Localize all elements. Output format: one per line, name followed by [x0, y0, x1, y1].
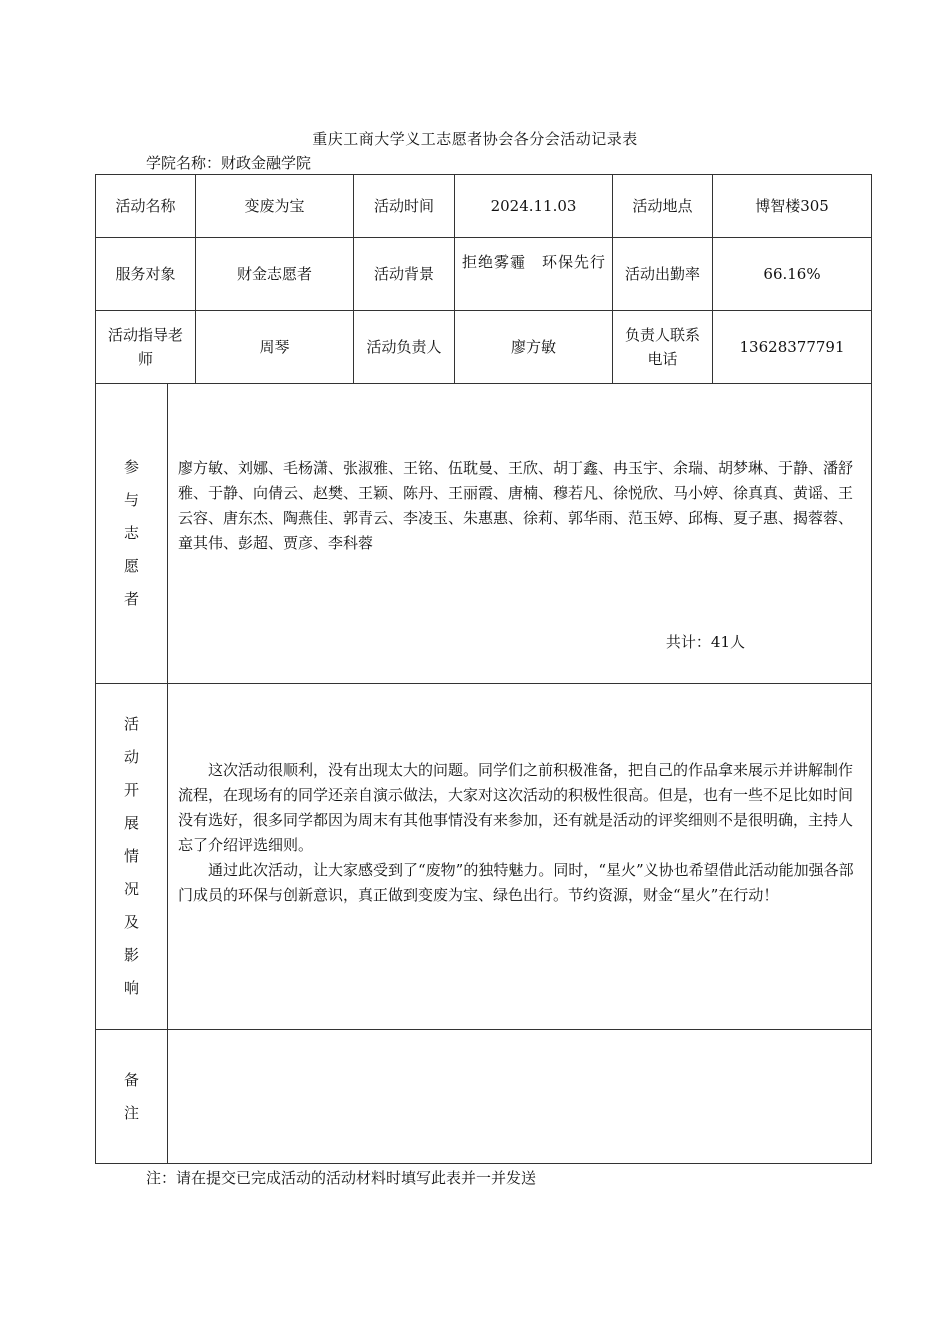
teacher-value: 周琴 [196, 311, 354, 384]
phone-label: 负责人联系电话 [613, 311, 713, 384]
background-label: 活动背景 [354, 238, 455, 311]
remarks-cell [168, 1030, 872, 1164]
table-row [96, 384, 872, 684]
impact-paragraph-2: 通过此次活动，让大家感受到了“废物”的独特魅力。同时，“星火”义协也希望借此活动能加强各部门成员的环保与创新意识，真正做到变废为宝、绿色出行。节约资源，财金“星火”在行动！ [178, 861, 854, 904]
table-row [96, 238, 872, 311]
phone-value: 13628377791 [713, 311, 872, 384]
volunteer-total: 共计：41人 [665, 633, 746, 651]
impact-paragraph-1: 这次活动很顺利，没有出现太大的问题。同学们之前积极准备，把自己的作品拿来展示并讲解制作流程，在现场有的同学还亲自演示做法，大家对这次活动的积极性很高。但是，也有一些不足比如时间没有选好，很多同学都因为周末有其他事情没有来参加，还有就是活动的评奖细则不是很明确，主持人忘了介绍评选细则。 [178, 761, 854, 854]
activity-place-label: 活动地点 [613, 175, 713, 238]
table-row [96, 1030, 872, 1164]
volunteers-label: 参 与 志 愿 者 [96, 384, 168, 684]
attendance-value: 66.16% [713, 238, 872, 311]
activity-record-table [95, 174, 872, 1164]
impact-label: 活 动 开 展 情 况 及 影 响 [96, 684, 168, 1030]
footer-note: 注：请在提交已完成活动的活动材料时填写此表并一并发送 [146, 1169, 537, 1187]
activity-name-value: 变废为宝 [196, 175, 354, 238]
activity-name-label: 活动名称 [96, 175, 196, 238]
teacher-label: 活动指导老师 [96, 311, 196, 384]
table-row [96, 311, 872, 384]
volunteer-names: 廖方敏、刘娜、毛杨潇、张淑雅、王铭、伍耽曼、王欣、胡丁鑫、冉玉宇、余瑞、胡梦琳、于静、潘舒雅、于静、向倩云、赵樊、王颖、陈丹、王丽霞、唐楠、穆若凡、徐悦欣、马小婷、徐真真、黄谣、王云容、唐东杰、陶燕佳、郭青云、李凌玉、朱惠惠、徐莉、郭华雨、范玉婷、邱梅、夏子惠、揭蓉蓉、童其伟、彭超、贾彦、李科蓉 [178, 459, 854, 552]
college-name: 学院名称：财政金融学院 [146, 154, 312, 172]
service-target-label: 服务对象 [96, 238, 196, 311]
volunteers-cell [168, 384, 872, 684]
page-title: 重庆工商大学义工志愿者协会各分会活动记录表 [312, 130, 638, 148]
remarks-label: 备 注 [96, 1030, 168, 1164]
leader-label: 活动负责人 [354, 311, 455, 384]
table-row [96, 175, 872, 238]
service-target-value: 财金志愿者 [196, 238, 354, 311]
impact-cell [168, 684, 872, 1030]
leader-value: 廖方敏 [455, 311, 613, 384]
attendance-label: 活动出勤率 [613, 238, 713, 311]
activity-time-label: 活动时间 [354, 175, 455, 238]
activity-time-value: 2024.11.03 [455, 175, 613, 238]
background-value: 拒绝雾霾 环保先行 [455, 238, 613, 311]
activity-place-value: 博智楼305 [713, 175, 872, 238]
table-row [96, 684, 872, 1030]
